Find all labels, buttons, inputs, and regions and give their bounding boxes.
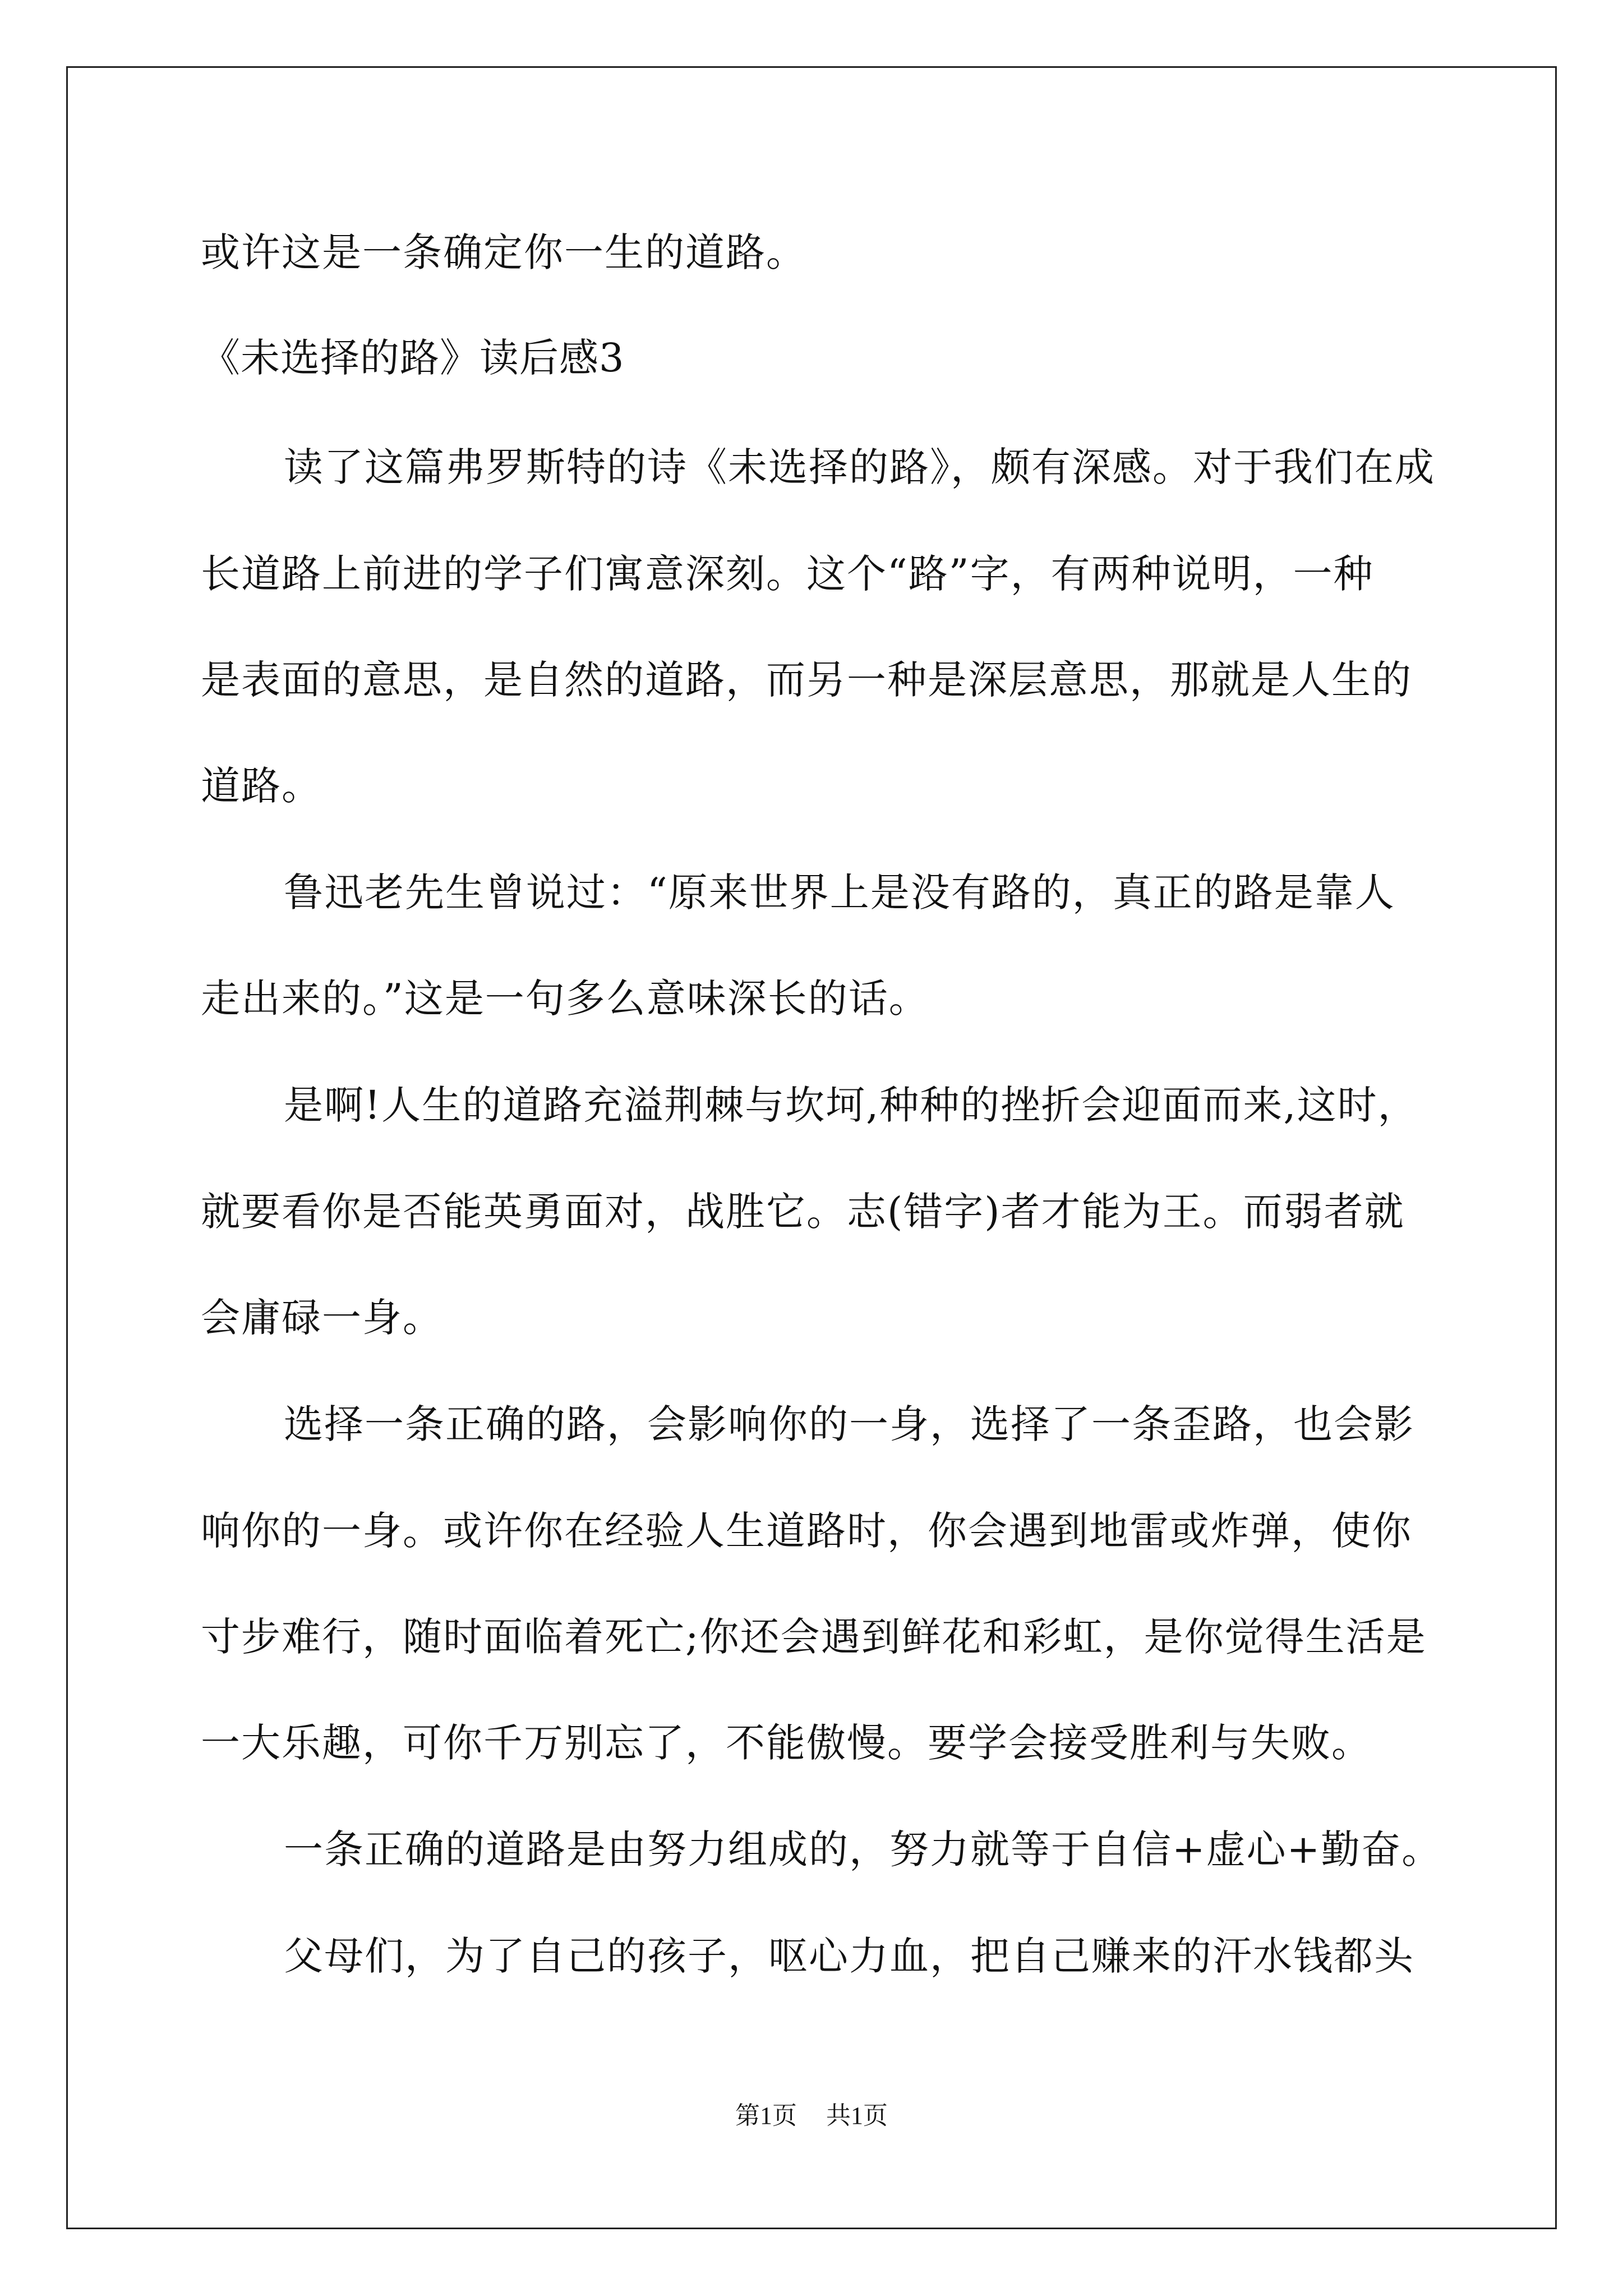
text-line: 一条正确的道路是由努力组成的，努力就等于自信+虚心+勤奋。 (284, 1826, 1442, 1872)
page-border (66, 66, 1557, 2229)
text-line: 一大乐趣，可你千万别忘了，不能傲慢。要学会接受胜利与失败。 (201, 1720, 1372, 1766)
text-line: 长道路上前进的学子们寓意深刻。这个“路”字，有两种说明，一种 (201, 551, 1374, 597)
text-line: 响你的一身。或许你在经验人生道路时，你会遇到地雷或炸弹，使你 (201, 1508, 1412, 1554)
page-total: 共1页 (826, 2102, 888, 2129)
text-line: 走出来的。”这是一句多么意味深长的话。 (201, 976, 929, 1022)
text-line: 读了这篇弗罗斯特的诗《未选择的路》，颇有深感。对于我们在成 (284, 444, 1435, 490)
text-line: 鲁迅老先生曾说过：“原来世界上是没有路的，真正的路是靠人 (284, 869, 1395, 915)
text-line: 就要看你是否能英勇面对，战胜它。志(错字)者才能为王。而弱者就 (201, 1189, 1405, 1235)
text-line: 道路。 (201, 763, 322, 809)
text-line: 是啊!人生的道路充溢荆棘与坎坷,种种的挫折会迎面而来,这时， (284, 1082, 1418, 1128)
text-line: 父母们，为了自己的孩子，呕心力血，把自己赚来的汗水钱都头 (284, 1933, 1414, 1979)
page-footer (0, 2099, 1623, 2133)
section-heading: 《未选择的路》读后感3 (201, 335, 625, 381)
text-line: 寸步难行，随时面临着死亡;你还会遇到鲜花和彩虹，是你觉得生活是 (201, 1614, 1427, 1660)
text-line: 或许这是一条确定你一生的道路。 (201, 229, 806, 275)
text-line: 选择一条正确的路，会影响你的一身，选择了一条歪路，也会影 (284, 1401, 1414, 1447)
text-line: 会庸碌一身。 (201, 1295, 443, 1341)
text-line: 是表面的意思，是自然的道路，而另一种是深层意思，那就是人生的 (201, 657, 1412, 703)
page-number: 第1页 (735, 2102, 797, 2129)
